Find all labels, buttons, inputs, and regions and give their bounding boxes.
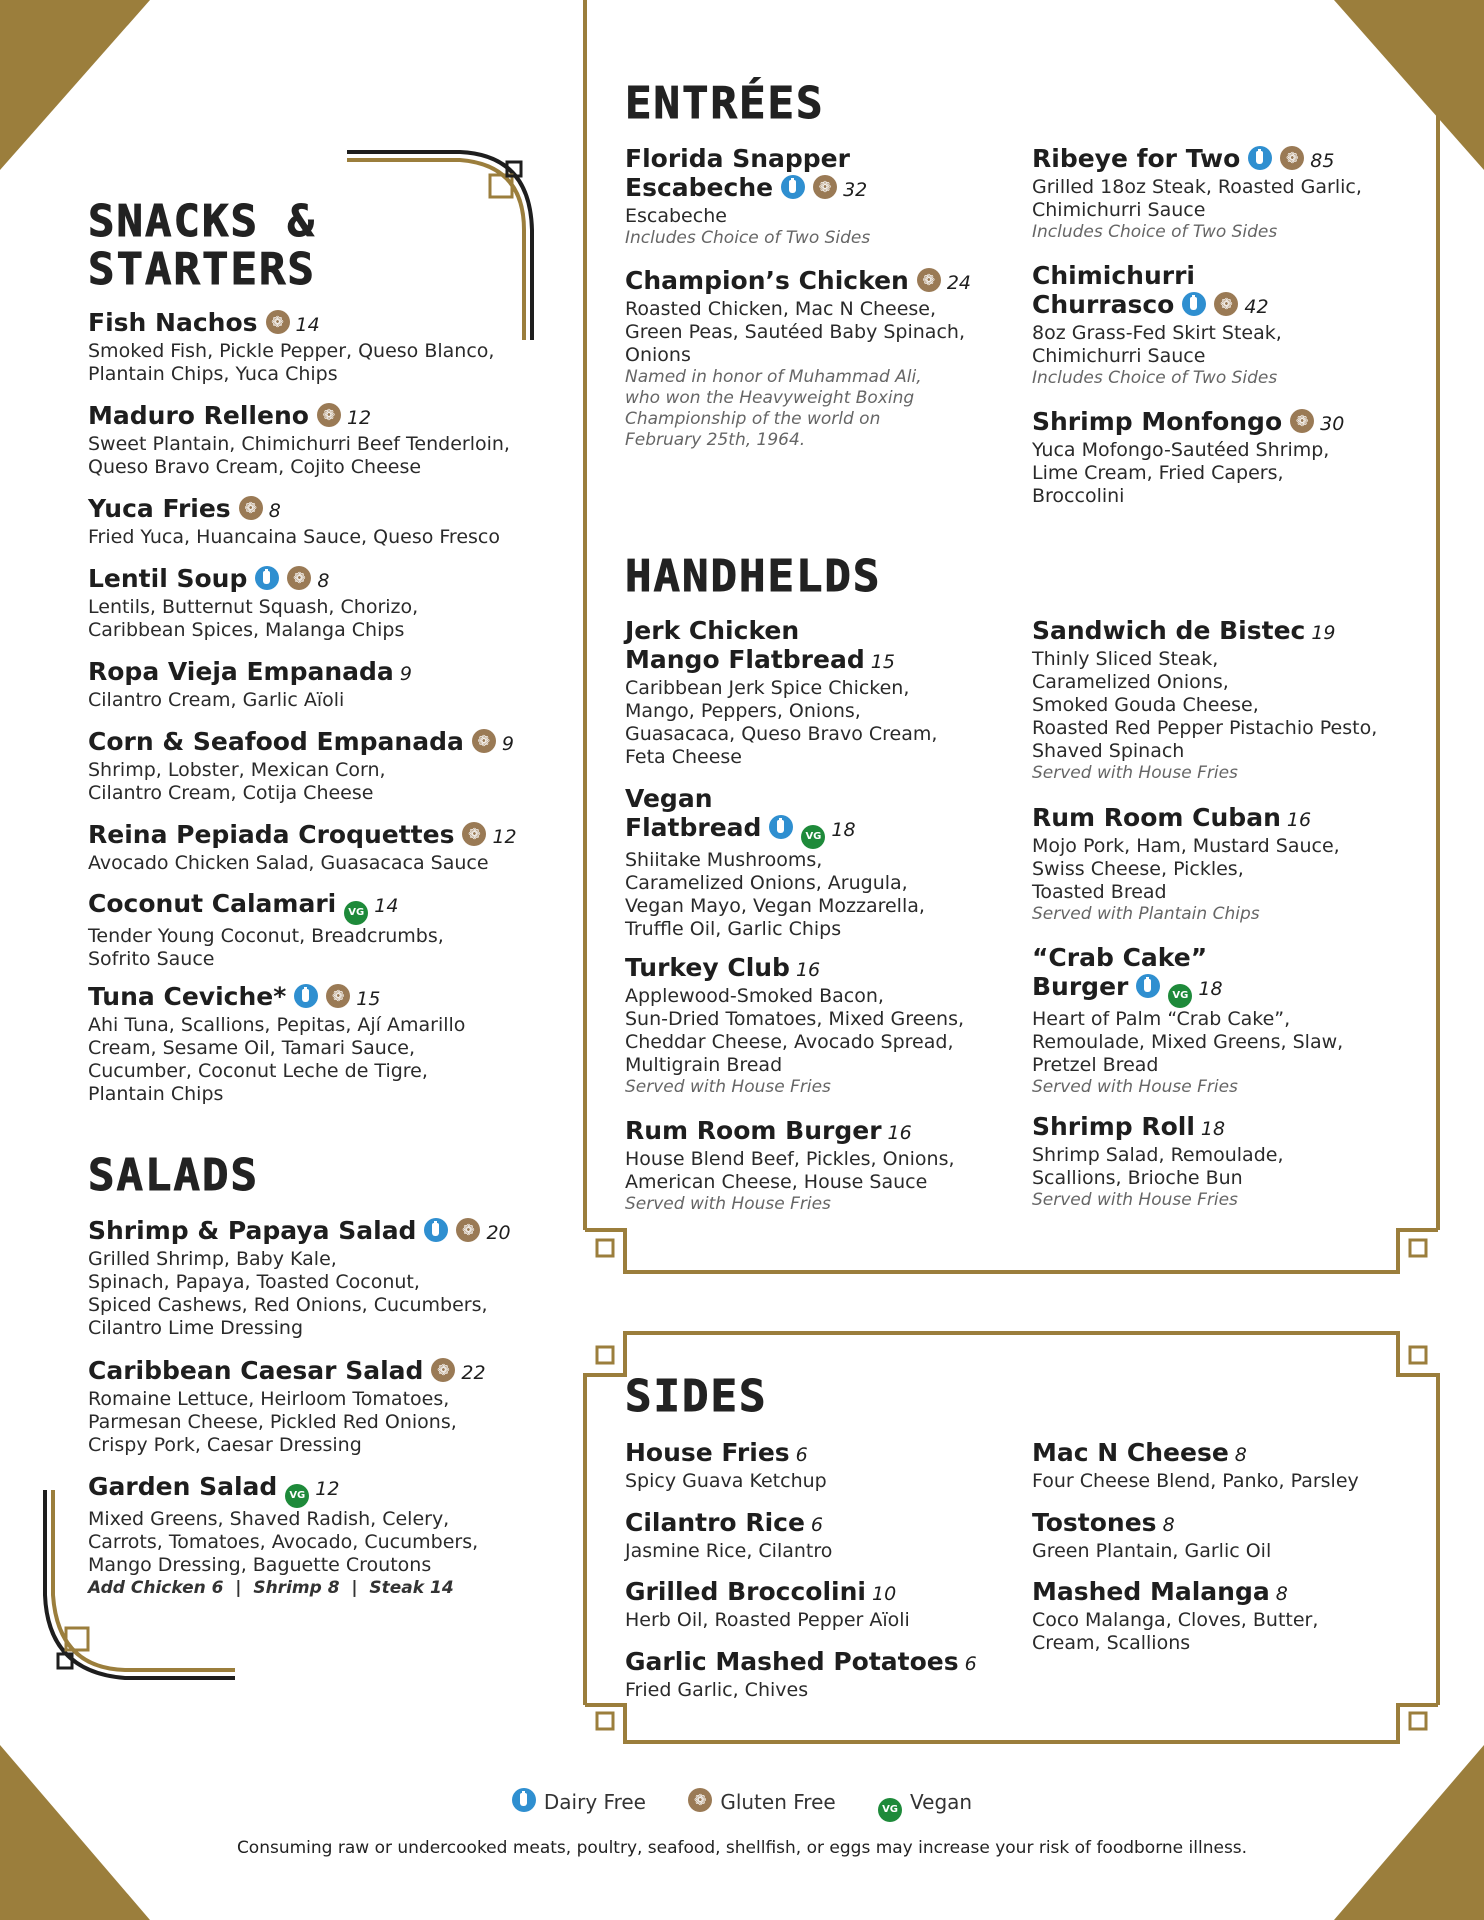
menu-item-ropa-vieja-empanada [88, 657, 412, 712]
food-safety-disclaimer: Consuming raw or undercooked meats, poultry, seafood, shellfish, or eggs may increase your risk of foodborne illness. [236, 1838, 1248, 1858]
item-desc: Ahi Tuna, Scallions, Pepitas, Ají Amarillo [88, 1014, 466, 1036]
item-desc: Caribbean Jerk Spice Chicken, [625, 677, 910, 699]
menu-item-tuna-ceviche [88, 982, 465, 1106]
item-price: 6 [964, 1653, 977, 1675]
item-name: Garden Salad [88, 1472, 278, 1501]
item-name: Florida Snapper [625, 144, 850, 173]
gluten-free-icon [917, 268, 941, 292]
dairy-free-icon [1182, 292, 1206, 316]
menu-item-champions-chicken [625, 266, 971, 451]
legend-label: Dairy Free [543, 1790, 646, 1814]
gluten-free-icon [317, 403, 341, 427]
item-note: Named in honor of Muhammad Ali, [625, 367, 922, 387]
item-price: 30 [1320, 413, 1345, 435]
item-name: Cilantro Rice [625, 1508, 805, 1537]
item-desc: Carrots, Tomatoes, Avocado, Cucumbers, [88, 1531, 479, 1553]
item-note: Includes Choice of Two Sides [1032, 222, 1278, 242]
item-desc: Chimichurri Sauce [1032, 199, 1206, 221]
gluten-free-icon [326, 984, 350, 1008]
item-desc: Guasacaca, Queso Bravo Cream, [625, 723, 938, 745]
legend-label: Gluten Free [720, 1790, 836, 1814]
gluten-free-icon [813, 175, 837, 199]
item-desc: Cucumber, Coconut Leche de Tigre, [88, 1060, 428, 1082]
item-desc: Broccolini [1032, 485, 1125, 507]
item-price: 16 [1286, 809, 1312, 831]
item-desc: Sweet Plantain, Chimichurri Beef Tenderloin, [88, 433, 510, 455]
item-desc: Smoked Fish, Pickle Pepper, Queso Blanco, [88, 340, 495, 362]
item-name: Escabeche [625, 173, 774, 202]
menu-item-shrimp-monfongo [1032, 407, 1344, 508]
vegan-icon: VG [878, 1798, 902, 1822]
item-price: 22 [461, 1362, 486, 1384]
dairy-free-icon [294, 984, 318, 1008]
legend-dairy-free [512, 1790, 646, 1814]
item-desc: Four Cheese Blend, Panko, Parsley [1032, 1470, 1359, 1492]
item-price: 32 [843, 179, 868, 201]
gluten-free-icon [688, 1788, 712, 1812]
item-desc: Romaine Lettuce, Heirloom Tomatoes, [88, 1388, 450, 1410]
item-desc: Cheddar Cheese, Avocado Spread, [625, 1031, 954, 1053]
item-desc: Caramelized Onions, Arugula, [625, 872, 908, 894]
item-desc: Onions [625, 344, 691, 366]
item-name: House Fries [625, 1438, 790, 1467]
item-note: Served with House Fries [1032, 1190, 1238, 1210]
menu-item-lentil-soup [88, 564, 418, 642]
menu-item-rum-room-cuban [1032, 803, 1340, 925]
gluten-free-icon [1290, 409, 1314, 433]
item-price: 19 [1311, 622, 1336, 644]
item-desc: Yuca Mofongo-Sautéed Shrimp, [1032, 439, 1330, 461]
item-name: Shrimp & Papaya Salad [88, 1216, 417, 1245]
item-desc: Lime Cream, Fried Capers, [1032, 462, 1284, 484]
item-name: Flatbread [625, 813, 762, 842]
side-item-garlic-mashed-potatoes [625, 1647, 977, 1702]
item-price: 9 [399, 663, 412, 685]
item-desc: Jasmine Rice, Cilantro [625, 1540, 833, 1562]
item-name: Mac N Cheese [1032, 1438, 1229, 1467]
item-name: Lentil Soup [88, 564, 248, 593]
item-name: Yuca Fries [88, 494, 231, 523]
item-desc: Cilantro Cream, Cotija Cheese [88, 782, 374, 804]
item-desc: Cilantro Cream, Garlic Aïoli [88, 689, 345, 711]
menu-item-rum-room-burger [625, 1116, 955, 1215]
dairy-free-icon [769, 815, 793, 839]
item-price: 18 [1198, 978, 1223, 1000]
gluten-free-icon [1214, 292, 1238, 316]
item-name: Ropa Vieja Empanada [88, 657, 394, 686]
item-price: 12 [492, 826, 517, 848]
item-name: Mashed Malanga [1032, 1577, 1270, 1606]
vegan-icon: VG [1168, 984, 1192, 1008]
menu-item-yuca-fries [88, 494, 500, 549]
item-desc: 8oz Grass-Fed Skirt Steak, [1032, 322, 1282, 344]
item-desc: Lentils, Butternut Squash, Chorizo, [88, 596, 419, 618]
item-price: 18 [1200, 1118, 1226, 1140]
menu-item-crab-cake-burger [1032, 943, 1343, 1098]
item-name: Tuna Ceviche* [88, 982, 287, 1011]
item-note: Championship of the world on [625, 409, 881, 429]
item-price: 15 [870, 651, 895, 673]
item-desc: Vegan Mayo, Vegan Mozzarella, [625, 895, 925, 917]
item-desc: Grilled 18oz Steak, Roasted Garlic, [1032, 176, 1362, 198]
handhelds-title: HANDHELDS [625, 551, 882, 602]
corner-bottom-right [1334, 1745, 1484, 1920]
dairy-free-icon [512, 1788, 536, 1812]
item-desc: Cilantro Lime Dressing [88, 1317, 304, 1339]
menu-item-florida-snapper-escabeche [625, 144, 870, 249]
dairy-free-icon [424, 1218, 448, 1242]
item-desc: Cream, Scallions [1032, 1632, 1191, 1654]
item-desc: Tender Young Coconut, Breadcrumbs, [88, 925, 444, 947]
item-desc: Sun-Dried Tomatoes, Mixed Greens, [625, 1008, 965, 1030]
item-name: Caribbean Caesar Salad [88, 1356, 424, 1385]
item-desc: Toasted Bread [1032, 881, 1167, 903]
item-name: Corn & Seafood Empanada [88, 727, 464, 756]
menu-item-fish-nachos [88, 308, 494, 386]
item-desc: Sofrito Sauce [88, 948, 215, 970]
item-desc: House Blend Beef, Pickles, Onions, [625, 1148, 955, 1170]
dairy-free-icon [255, 566, 279, 590]
legend-label: Vegan [910, 1790, 973, 1814]
menu-item-shrimp-roll [1032, 1112, 1284, 1211]
item-name: Rum Room Cuban [1032, 803, 1281, 832]
item-desc: Heart of Palm “Crab Cake”, [1032, 1008, 1291, 1030]
item-desc: Applewood-Smoked Bacon, [625, 985, 884, 1007]
item-desc: Roasted Red Pepper Pistachio Pesto, [1032, 717, 1378, 739]
item-desc: Shaved Spinach [1032, 740, 1185, 762]
dairy-free-icon [781, 175, 805, 199]
sides-title: SIDES [625, 1371, 768, 1422]
dairy-free-icon [1248, 146, 1272, 170]
item-desc: Mango Dressing, Baguette Croutons [88, 1554, 432, 1576]
item-desc: Caramelized Onions, [1032, 671, 1229, 693]
item-price: 6 [795, 1444, 808, 1466]
item-price: 15 [356, 988, 381, 1010]
item-desc: Shrimp Salad, Remoulade, [1032, 1144, 1284, 1166]
gluten-free-icon [431, 1358, 455, 1382]
menu-item-sandwich-de-bistec [1032, 616, 1377, 784]
item-desc: Parmesan Cheese, Pickled Red Onions, [88, 1411, 457, 1433]
item-note: February 25th, 1964. [625, 430, 806, 450]
item-name: “Crab Cake” [1032, 943, 1208, 972]
item-price: 14 [295, 314, 320, 336]
item-addons: Add Chicken 6 | Shrimp 8 | Steak 14 [88, 1578, 454, 1598]
item-desc: Grilled Shrimp, Baby Kale, [88, 1248, 337, 1270]
snacks-title-line1: SNACKS & [88, 196, 316, 247]
item-desc: Fried Yuca, Huancaina Sauce, Queso Fresco [88, 526, 500, 548]
item-desc: Queso Bravo Cream, Cojito Cheese [88, 456, 422, 478]
item-desc: Chimichurri Sauce [1032, 345, 1206, 367]
gluten-free-icon [239, 496, 263, 520]
item-price: 10 [872, 1583, 897, 1605]
item-price: 20 [486, 1222, 511, 1244]
item-name: Grilled Broccolini [625, 1577, 866, 1606]
salads-title: SALADS [88, 1150, 259, 1201]
item-note: Served with Plantain Chips [1032, 904, 1260, 924]
gluten-free-icon [1280, 146, 1304, 170]
item-price: 16 [795, 959, 821, 981]
item-name: Shrimp Monfongo [1032, 407, 1283, 436]
gluten-free-icon [287, 566, 311, 590]
item-price: 14 [374, 895, 399, 917]
menu-item-vegan-flatbread [625, 784, 925, 941]
item-note: Includes Choice of Two Sides [625, 228, 871, 248]
menu-item-maduro-relleno [88, 401, 510, 479]
corner-bottom-left [0, 1745, 150, 1920]
item-desc: Spiced Cashews, Red Onions, Cucumbers, [88, 1294, 488, 1316]
item-name: Mango Flatbread [625, 645, 865, 674]
item-name: Ribeye for Two [1032, 144, 1241, 173]
menu-item-coconut-calamari [88, 889, 444, 971]
item-note: Served with House Fries [625, 1194, 831, 1214]
corner-top-left [0, 0, 150, 170]
dairy-free-icon [1136, 974, 1160, 998]
side-item-tostones [1032, 1508, 1271, 1563]
item-note: Served with House Fries [1032, 763, 1238, 783]
menu-item-reina-pepiada-croquettes [88, 820, 517, 875]
item-desc: Mojo Pork, Ham, Mustard Sauce, [1032, 835, 1340, 857]
item-name: Garlic Mashed Potatoes [625, 1647, 959, 1676]
item-desc: Green Plantain, Garlic Oil [1032, 1540, 1272, 1562]
item-desc: Plantain Chips, Yuca Chips [88, 363, 338, 385]
item-price: 18 [831, 819, 856, 841]
menu-item-chimichurri-churrasco [1032, 261, 1282, 389]
item-name: Churrasco [1032, 290, 1175, 319]
item-price: 24 [946, 272, 972, 294]
item-desc: Pretzel Bread [1032, 1054, 1159, 1076]
vegan-icon: VG [801, 825, 825, 849]
item-desc: American Cheese, House Sauce [625, 1171, 928, 1193]
legend-vegan [878, 1790, 972, 1814]
vegan-icon: VG [344, 901, 368, 925]
item-desc: Truffle Oil, Garlic Chips [625, 918, 842, 940]
gluten-free-icon [462, 822, 486, 846]
item-desc: Mixed Greens, Shaved Radish, Celery, [88, 1508, 450, 1530]
item-desc: Thinly Sliced Steak, [1032, 648, 1219, 670]
gluten-free-icon [456, 1218, 480, 1242]
item-note: Includes Choice of Two Sides [1032, 368, 1278, 388]
item-desc: Caribbean Spices, Malanga Chips [88, 619, 405, 641]
item-name: Turkey Club [625, 953, 790, 982]
snacks-title [88, 198, 316, 294]
item-desc: Spicy Guava Ketchup [625, 1470, 827, 1492]
menu-item-garden-salad [88, 1472, 478, 1599]
vegan-icon: VG [285, 1484, 309, 1508]
item-desc: Swiss Cheese, Pickles, [1032, 858, 1244, 880]
item-price: 12 [315, 1478, 340, 1500]
menu-item-shrimp-papaya-salad [88, 1216, 511, 1340]
item-desc: Crispy Pork, Caesar Dressing [88, 1434, 362, 1456]
item-name: Chimichurri [1032, 261, 1195, 290]
menu-item-ribeye-for-two [1032, 144, 1362, 243]
item-price: 12 [346, 407, 372, 429]
item-desc: Fried Garlic, Chives [625, 1679, 809, 1701]
item-note: Served with House Fries [625, 1077, 831, 1097]
item-name: Jerk Chicken [625, 616, 800, 645]
item-desc: Mango, Peppers, Onions, [625, 700, 861, 722]
menu-item-jerk-chicken-mango-flatbread [625, 616, 937, 769]
item-desc: Avocado Chicken Salad, Guasacaca Sauce [88, 852, 489, 874]
item-desc: Shrimp, Lobster, Mexican Corn, [88, 759, 386, 781]
side-item-grilled-broccolini [625, 1577, 910, 1632]
legend-gluten-free [688, 1790, 835, 1814]
item-desc: Escabeche [625, 205, 727, 227]
item-note: who won the Heavyweight Boxing [625, 388, 915, 408]
item-price: 8 [268, 500, 281, 522]
menu-item-turkey-club [625, 953, 964, 1098]
snacks-title-line2: STARTERS [88, 244, 316, 295]
item-desc: Coco Malanga, Cloves, Butter, [1032, 1609, 1319, 1631]
item-desc: Spinach, Papaya, Toasted Coconut, [88, 1271, 420, 1293]
item-price: 9 [501, 733, 514, 755]
item-name: Burger [1032, 972, 1129, 1001]
item-name: Tostones [1032, 1508, 1157, 1537]
item-name: Maduro Relleno [88, 401, 309, 430]
item-name: Champion’s Chicken [625, 266, 909, 295]
side-item-mashed-malanga [1032, 1577, 1318, 1655]
item-desc: Feta Cheese [625, 746, 742, 768]
item-price: 42 [1244, 296, 1269, 318]
item-note: Served with House Fries [1032, 1077, 1238, 1097]
item-name: Fish Nachos [88, 308, 258, 337]
item-price: 8 [317, 570, 330, 592]
item-name: Vegan [625, 784, 713, 813]
item-desc: Scallions, Brioche Bun [1032, 1167, 1243, 1189]
dietary-legend [0, 1788, 1484, 1822]
item-price: 8 [1162, 1514, 1175, 1536]
item-price: 85 [1310, 150, 1335, 172]
item-name: Shrimp Roll [1032, 1112, 1195, 1141]
gluten-free-icon [266, 310, 290, 334]
item-name: Sandwich de Bistec [1032, 616, 1306, 645]
item-name: Rum Room Burger [625, 1116, 882, 1145]
item-desc: Green Peas, Sautéed Baby Spinach, [625, 321, 965, 343]
item-desc: Herb Oil, Roasted Pepper Aïoli [625, 1609, 910, 1631]
side-item-mac-n-cheese [1032, 1438, 1359, 1493]
item-desc: Shiitake Mushrooms, [625, 849, 823, 871]
item-price: 8 [1275, 1583, 1288, 1605]
item-desc: Multigrain Bread [625, 1054, 783, 1076]
item-name: Reina Pepiada Croquettes [88, 820, 455, 849]
gluten-free-icon [472, 729, 496, 753]
menu-item-caribbean-caesar-salad [88, 1356, 486, 1457]
menu-item-corn-seafood-empanada [88, 727, 514, 805]
item-price: 16 [887, 1122, 912, 1144]
item-desc: Smoked Gouda Cheese, [1032, 694, 1259, 716]
item-desc: Cream, Sesame Oil, Tamari Sauce, [88, 1037, 416, 1059]
item-name: Coconut Calamari [88, 889, 337, 918]
item-price: 8 [1234, 1444, 1247, 1466]
item-price: 6 [810, 1514, 824, 1536]
item-desc: Plantain Chips [88, 1083, 224, 1105]
side-item-house-fries [625, 1438, 827, 1493]
side-item-cilantro-rice [625, 1508, 832, 1563]
item-desc: Roasted Chicken, Mac N Cheese, [625, 298, 937, 320]
entrees-title: ENTRÉES [625, 78, 825, 129]
item-desc: Remoulade, Mixed Greens, Slaw, [1032, 1031, 1344, 1053]
